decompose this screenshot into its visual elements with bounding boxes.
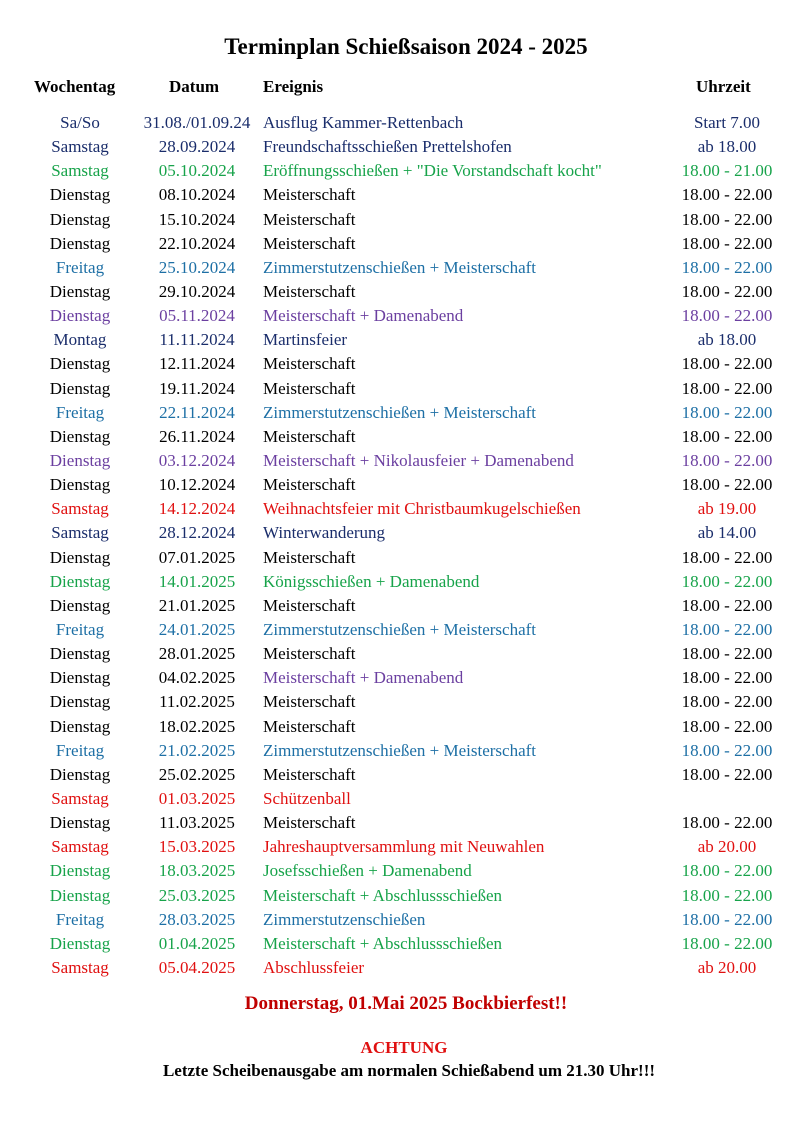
row-uhrzeit: 18.00 - 22.00 [681,692,773,712]
row-uhrzeit: ab 18.00 [697,330,757,350]
row-datum: 05.10.2024 [158,161,236,181]
row-uhrzeit: 18.00 - 22.00 [681,933,773,953]
row-datum: 03.12.2024 [158,450,236,470]
row-ereignis: Meisterschaft [263,233,356,253]
row-wochentag: Dienstag [49,933,111,953]
row-datum: 01.04.2025 [158,933,236,953]
row-datum: 21.02.2025 [158,740,236,760]
row-wochentag: Dienstag [49,547,111,567]
row-ereignis: Meisterschaft + Damenabend [263,306,464,326]
row-uhrzeit: 18.00 - 21.00 [681,161,773,181]
table-row [0,642,794,666]
row-wochentag: Samstag [51,957,109,977]
row-wochentag: Samstag [51,837,109,857]
row-wochentag: Dienstag [49,426,111,446]
row-datum: 29.10.2024 [158,281,236,301]
row-ereignis: Meisterschaft [263,716,356,736]
row-uhrzeit: 18.00 - 22.00 [681,619,773,639]
row-datum: 14.01.2025 [158,571,236,591]
row-ereignis: Martinsfeier [263,330,348,350]
row-wochentag: Dienstag [49,185,111,205]
row-uhrzeit: 18.00 - 22.00 [681,595,773,615]
row-wochentag: Freitag [55,402,105,422]
table-row [0,280,794,304]
row-datum: 11.03.2025 [159,813,235,833]
header-uhrzeit: Uhrzeit [696,77,751,96]
row-uhrzeit: 18.00 - 22.00 [681,281,773,301]
row-uhrzeit: 18.00 - 22.00 [681,764,773,784]
row-wochentag: Dienstag [49,450,111,470]
row-datum: 05.04.2025 [158,957,236,977]
row-wochentag: Freitag [55,740,105,760]
row-uhrzeit: 18.00 - 22.00 [681,185,773,205]
row-uhrzeit: ab 19.00 [697,499,757,519]
row-datum: 24.01.2025 [158,619,236,639]
row-datum: 15.03.2025 [158,837,236,857]
row-wochentag: Samstag [51,788,109,808]
row-wochentag: Dienstag [49,692,111,712]
row-ereignis: Schützenball [263,788,351,808]
table-row [0,183,794,207]
table-row [0,473,794,497]
row-datum: 10.12.2024 [158,475,236,495]
table-row [0,328,794,352]
row-ereignis: Abschlussfeier [263,957,365,977]
row-ereignis: Meisterschaft [263,209,356,229]
row-ereignis: Zimmerstutzenschießen + Meisterschaft [263,740,536,760]
row-wochentag: Dienstag [49,764,111,784]
bockbierfest-notice: Donnerstag, 01.Mai 2025 Bockbierfest!! [244,993,568,1014]
row-uhrzeit: 18.00 - 22.00 [681,450,773,470]
table-row [0,763,794,787]
header-datum: Datum [169,77,220,96]
row-ereignis: Ausflug Kammer-Rettenbach [263,113,464,132]
table-row [0,908,794,932]
table-row [0,159,794,183]
row-uhrzeit: 18.00 - 22.00 [681,644,773,664]
row-uhrzeit: 18.00 - 22.00 [681,740,773,760]
table-row [0,135,794,159]
row-wochentag: Dienstag [49,475,111,495]
row-uhrzeit: 18.00 - 22.00 [681,257,773,277]
row-ereignis: Eröffnungsschießen + "Die Vorstandschaft kocht" [263,161,602,181]
row-datum: 28.09.2024 [158,137,236,157]
row-ereignis: Meisterschaft [263,185,356,205]
page-title: Terminplan Schießsaison 2024 - 2025 [224,34,588,59]
row-datum: 11.02.2025 [159,692,235,712]
row-uhrzeit: 18.00 - 22.00 [681,354,773,374]
row-datum: 15.10.2024 [158,209,236,229]
row-ereignis: Meisterschaft [263,354,356,374]
row-datum: 25.03.2025 [158,885,236,905]
table-row [0,618,794,642]
row-uhrzeit: 18.00 - 22.00 [681,716,773,736]
row-ereignis: Meisterschaft + Damenabend [263,668,464,688]
row-datum: 08.10.2024 [158,185,236,205]
table-row [0,859,794,883]
header-ereignis: Ereignis [263,77,324,96]
row-wochentag: Dienstag [49,885,111,905]
table-row [0,932,794,956]
row-uhrzeit: 18.00 - 22.00 [681,547,773,567]
row-datum: 28.03.2025 [158,909,236,929]
row-datum: 28.01.2025 [158,644,236,664]
row-ereignis: Meisterschaft [263,378,356,398]
row-ereignis: Meisterschaft [263,281,356,301]
table-row [0,715,794,739]
row-wochentag: Samstag [51,499,109,519]
row-ereignis: Jahreshauptversammlung mit Neuwahlen [263,837,545,857]
row-uhrzeit: 18.00 - 22.00 [681,909,773,929]
row-wochentag: Freitag [55,619,105,639]
row-wochentag: Dienstag [49,861,111,881]
row-wochentag: Sa/So [60,113,100,132]
row-uhrzeit: ab 14.00 [697,523,757,543]
row-datum: 25.02.2025 [158,764,236,784]
row-ereignis: Meisterschaft [263,692,356,712]
row-wochentag: Samstag [51,523,109,543]
row-uhrzeit: Start 7.00 [693,113,761,132]
row-datum: 19.11.2024 [159,378,235,398]
row-ereignis: Josefsschießen + Damenabend [263,861,472,881]
table-row [0,787,794,811]
row-wochentag: Montag [53,330,107,350]
row-datum: 12.11.2024 [159,354,235,374]
row-wochentag: Dienstag [49,233,111,253]
row-ereignis: Zimmerstutzenschießen + Meisterschaft [263,619,536,639]
row-ereignis: Meisterschaft + Abschlussschießen [263,885,503,905]
header-wochentag: Wochentag [34,77,116,96]
row-datum: 14.12.2024 [158,499,236,519]
row-ereignis: Königsschießen + Damenabend [263,571,480,591]
row-ereignis: Freundschaftsschießen Prettelshofen [263,137,512,157]
table-row [0,521,794,545]
row-ereignis: Meisterschaft [263,475,356,495]
row-wochentag: Freitag [55,909,105,929]
row-uhrzeit: 18.00 - 22.00 [681,475,773,495]
row-uhrzeit: 18.00 - 22.00 [681,209,773,229]
row-ereignis: Meisterschaft [263,547,356,567]
row-wochentag: Dienstag [49,306,111,326]
table-row [0,304,794,328]
table-row [0,594,794,618]
table-row [0,666,794,690]
scheibenausgabe-note: Letzte Scheibenausgabe am normalen Schießabend um 21.30 Uhr!!! [162,1061,656,1080]
table-row [0,835,794,859]
row-uhrzeit: 18.00 - 22.00 [681,402,773,422]
row-ereignis: Weihnachtsfeier mit Christbaumkugelschießen [263,499,581,519]
row-uhrzeit: ab 18.00 [697,137,757,157]
row-ereignis: Meisterschaft [263,644,356,664]
table-row [0,739,794,763]
row-datum: 05.11.2024 [159,306,235,326]
row-wochentag: Samstag [51,161,109,181]
row-wochentag: Dienstag [49,595,111,615]
row-ereignis: Zimmerstutzenschießen + Meisterschaft [263,257,536,277]
row-uhrzeit: 18.00 - 22.00 [681,306,773,326]
row-ereignis: Meisterschaft [263,426,356,446]
row-datum: 11.11.2024 [159,330,235,350]
row-ereignis: Meisterschaft [263,813,356,833]
row-wochentag: Dienstag [49,354,111,374]
row-datum: 07.01.2025 [158,547,236,567]
table-row [0,956,794,980]
row-uhrzeit: 18.00 - 22.00 [681,378,773,398]
row-ereignis: Meisterschaft [263,764,356,784]
table-row [0,111,794,135]
table-row [0,208,794,232]
row-uhrzeit: ab 20.00 [697,957,757,977]
row-wochentag: Dienstag [49,813,111,833]
row-wochentag: Dienstag [49,644,111,664]
row-uhrzeit: 18.00 - 22.00 [681,571,773,591]
row-ereignis: Meisterschaft + Nikolausfeier + Damenabend [263,450,574,470]
row-datum: 21.01.2025 [158,595,236,615]
table-row [0,884,794,908]
table-row [0,352,794,376]
row-wochentag: Dienstag [49,571,111,591]
row-datum: 18.02.2025 [158,716,236,736]
row-ereignis: Zimmerstutzenschießen + Meisterschaft [263,402,536,422]
row-wochentag: Dienstag [49,716,111,736]
row-wochentag: Samstag [51,137,109,157]
table-row [0,401,794,425]
row-wochentag: Dienstag [49,668,111,688]
row-ereignis: Meisterschaft + Abschlussschießen [263,933,503,953]
table-row [0,497,794,521]
row-ereignis: Zimmerstutzenschießen [263,909,426,929]
row-datum: 31.08./01.09.24 [143,113,251,132]
row-ereignis: Winterwanderung [263,523,386,543]
schedule-table [0,111,794,980]
row-wochentag: Freitag [55,257,105,277]
table-row [0,546,794,570]
row-wochentag: Dienstag [49,378,111,398]
table-row [0,232,794,256]
row-uhrzeit: 18.00 - 22.00 [681,885,773,905]
row-datum: 22.11.2024 [159,402,235,422]
row-ereignis: Meisterschaft [263,595,356,615]
row-uhrzeit: 18.00 - 22.00 [681,668,773,688]
table-row [0,449,794,473]
table-row [0,570,794,594]
row-datum: 18.03.2025 [158,861,236,881]
row-datum: 26.11.2024 [159,426,235,446]
row-datum: 28.12.2024 [158,523,236,543]
row-uhrzeit: 18.00 - 22.00 [681,426,773,446]
row-uhrzeit: ab 20.00 [697,837,757,857]
row-uhrzeit: 18.00 - 22.00 [681,861,773,881]
row-datum: 22.10.2024 [158,233,236,253]
row-datum: 04.02.2025 [158,668,236,688]
table-row [0,811,794,835]
table-row [0,377,794,401]
row-datum: 25.10.2024 [158,257,236,277]
achtung-heading: ACHTUNG [360,1038,448,1057]
table-row [0,425,794,449]
table-row [0,690,794,714]
row-datum: 01.03.2025 [158,788,236,808]
row-wochentag: Dienstag [49,209,111,229]
table-row [0,256,794,280]
row-uhrzeit: 18.00 - 22.00 [681,233,773,253]
row-uhrzeit: 18.00 - 22.00 [681,813,773,833]
row-wochentag: Dienstag [49,281,111,301]
